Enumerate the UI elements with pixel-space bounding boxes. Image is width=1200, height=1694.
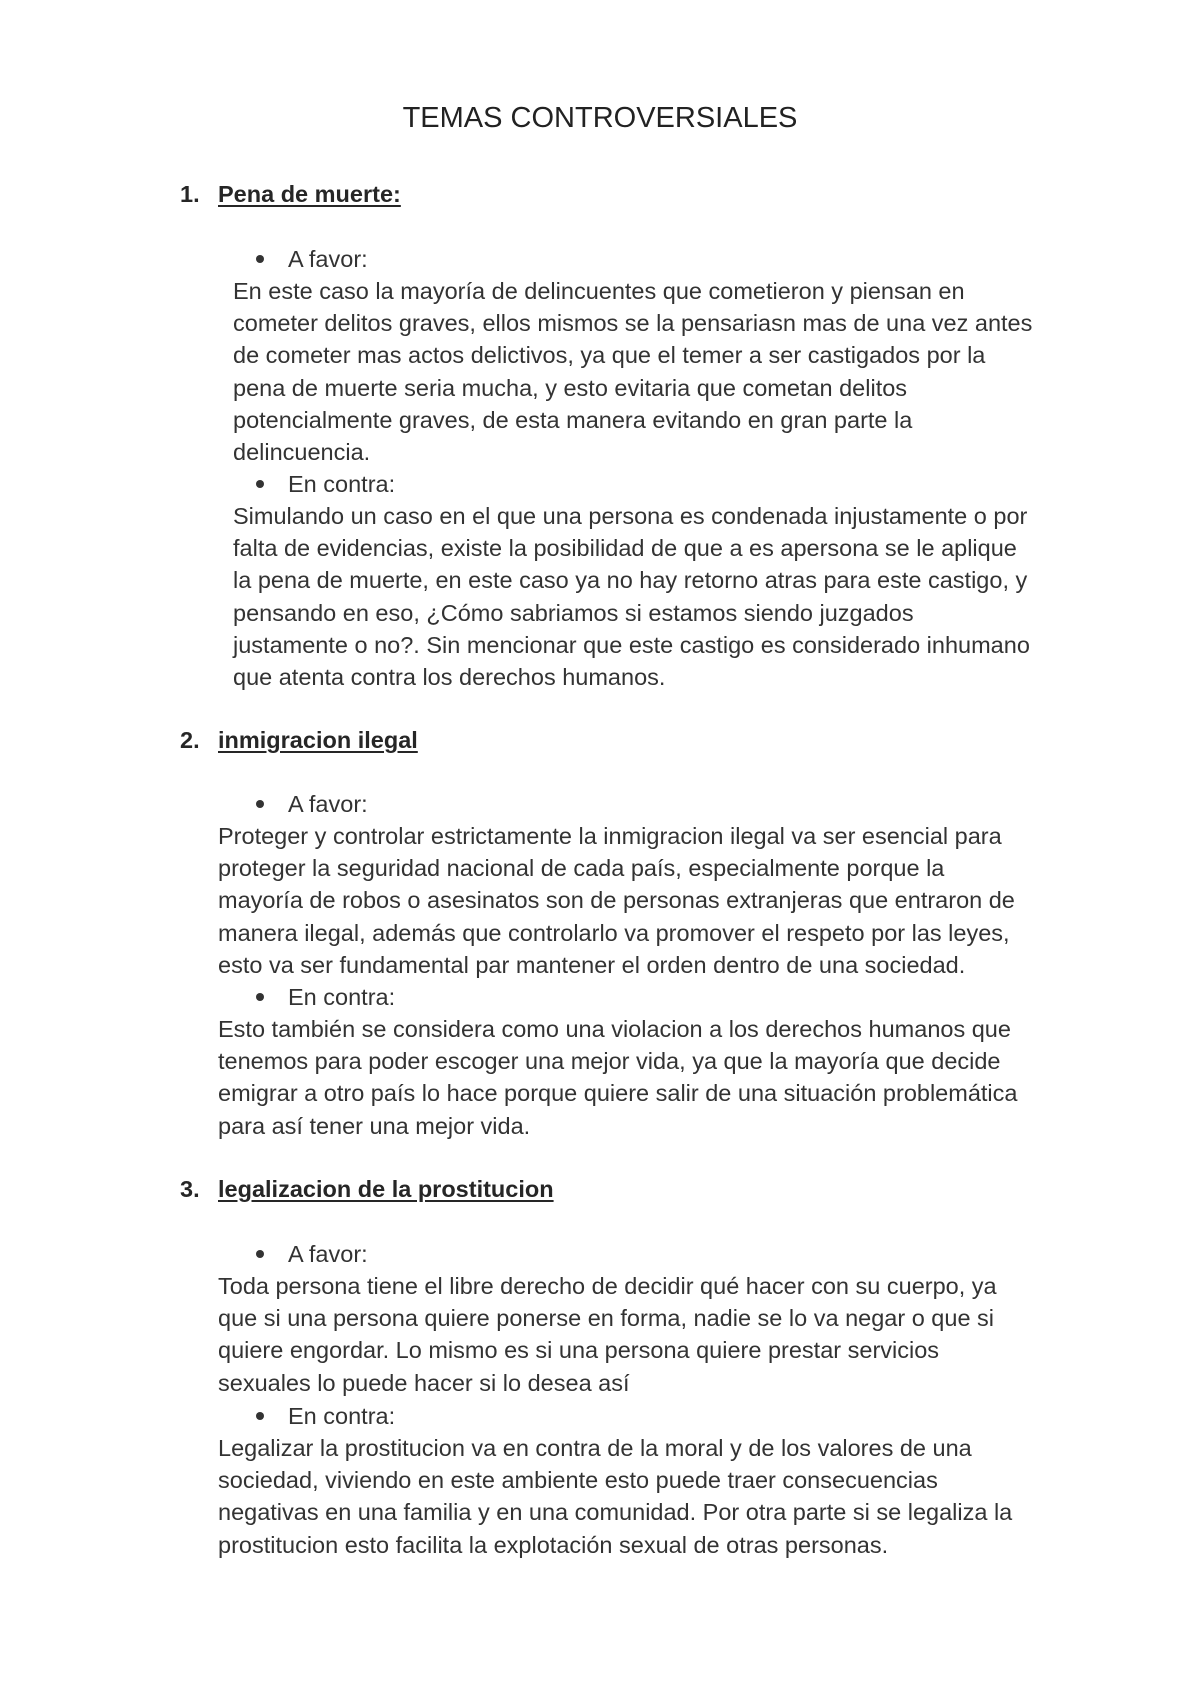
- contra-bullet: [256, 981, 395, 1013]
- paragraph-line: emigrar a otro país lo hace porque quiere salir de una situación problemática: [218, 1080, 1018, 1107]
- paragraph-line: tenemos para poder escoger una mejor vida, ya que la mayoría que decide: [218, 1048, 1001, 1075]
- paragraph-line: Legalizar la prostitucion va en contra de la moral y de los valores de una: [218, 1435, 972, 1461]
- contra-label: En contra:: [288, 471, 396, 497]
- contra-paragraph: [218, 1432, 1012, 1561]
- paragraph-line: prostitucion esto facilita la explotación sexual de otras personas.: [218, 1531, 889, 1558]
- paragraph-line: justamente o no?. Sin mencionar que este castigo es considerado inhumano: [233, 631, 1030, 658]
- favor-label: A favor:: [288, 1241, 368, 1267]
- favor-paragraph: [218, 1270, 997, 1399]
- document-title: TEMAS CONTROVERSIALES: [402, 102, 798, 134]
- favor-paragraph: [233, 275, 1032, 468]
- paragraph-line: la pena de muerte, en este caso ya no hay retorno atras para este castigo, y: [233, 567, 1028, 594]
- paragraph-line: Esto también se considera como una violacion a los derechos humanos que: [218, 1016, 1011, 1042]
- paragraph-line: que si una persona quiere ponerse en forma, nadie se lo va negar o que si: [218, 1305, 995, 1332]
- contra-bullet: [256, 1400, 395, 1432]
- paragraph-line: negativas en una familia y en una comunidad. Por otra parte si se legaliza la: [218, 1499, 1013, 1526]
- contra-label: En contra:: [288, 984, 396, 1010]
- bullet-dot-icon: [256, 480, 264, 488]
- paragraph-line: Proteger y controlar estrictamente la inmigracion ilegal va ser esencial para: [218, 823, 1002, 849]
- favor-label: A favor:: [288, 246, 368, 272]
- favor-bullet: [256, 243, 368, 275]
- bullet-dot-icon: [256, 1250, 264, 1258]
- paragraph-line: falta de evidencias, existe la posibilidad de que a es apersona se le aplique: [233, 535, 1017, 562]
- favor-paragraph: [218, 820, 1015, 981]
- paragraph-line: delincuencia.: [233, 439, 371, 466]
- favor-label: A favor:: [288, 791, 368, 817]
- paragraph-line: cometer delitos graves, ellos mismos se la pensariasn mas de una vez antes: [233, 310, 1033, 337]
- bullet-dot-icon: [256, 1412, 264, 1420]
- bullet-dot-icon: [256, 255, 264, 263]
- paragraph-line: quiere engordar. Lo mismo es si una persona quiere prestar servicios: [218, 1337, 940, 1364]
- contra-bullet: [256, 468, 395, 500]
- paragraph-line: potencialmente graves, de esta manera evitando en gran parte la: [233, 406, 913, 433]
- paragraph-line: de cometer mas actos delictivos, ya que el temer a ser castigados por la: [233, 342, 986, 369]
- paragraph-line: pensando en eso, ¿Cómo sabriamos si estamos siendo juzgados: [233, 599, 914, 626]
- section-heading-pena-de-muerte: [180, 178, 401, 210]
- section-title: Pena de muerte:: [218, 181, 401, 207]
- paragraph-line: pena de muerte seria mucha, y esto evitaria que cometan delitos: [233, 374, 908, 401]
- paragraph-line: En este caso la mayoría de delincuentes que cometieron y piensan en: [233, 278, 965, 304]
- paragraph-line: para así tener una mejor vida.: [218, 1112, 531, 1139]
- paragraph-line: manera ilegal, además que controlarlo va promover el respeto por las leyes,: [218, 919, 1010, 946]
- section-number: 3.: [180, 1176, 200, 1202]
- favor-bullet: [256, 788, 368, 820]
- paragraph-line: esto va ser fundamental par mantener el orden dentro de una sociedad.: [218, 951, 966, 978]
- bullet-dot-icon: [256, 993, 264, 1001]
- section-number: 1.: [180, 181, 200, 207]
- section-number: 2.: [180, 727, 200, 753]
- paragraph-line: sexuales lo puede hacer si lo desea así: [218, 1369, 630, 1396]
- bullet-dot-icon: [256, 800, 264, 808]
- section-heading-inmigracion-ilegal: [180, 724, 418, 756]
- contra-paragraph: [233, 500, 1030, 693]
- section-title: legalizacion de la prostitucion: [218, 1176, 554, 1202]
- paragraph-line: mayoría de robos o asesinatos son de personas extranjeras que entraron de: [218, 887, 1015, 914]
- favor-bullet: [256, 1238, 368, 1270]
- section-title: inmigracion ilegal: [218, 727, 418, 753]
- paragraph-line: Simulando un caso en el que una persona es condenada injustamente o por: [233, 503, 1028, 529]
- paragraph-line: que atenta contra los derechos humanos.: [233, 664, 666, 691]
- paragraph-line: proteger la seguridad nacional de cada país, especialmente porque la: [218, 855, 945, 882]
- paragraph-line: sociedad, viviendo en este ambiente esto puede traer consecuencias: [218, 1467, 938, 1494]
- contra-label: En contra:: [288, 1403, 396, 1429]
- contra-paragraph: [218, 1013, 1017, 1142]
- paragraph-line: Toda persona tiene el libre derecho de decidir qué hacer con su cuerpo, ya: [218, 1273, 997, 1299]
- section-heading-legalizacion-prostitucion: [180, 1173, 554, 1205]
